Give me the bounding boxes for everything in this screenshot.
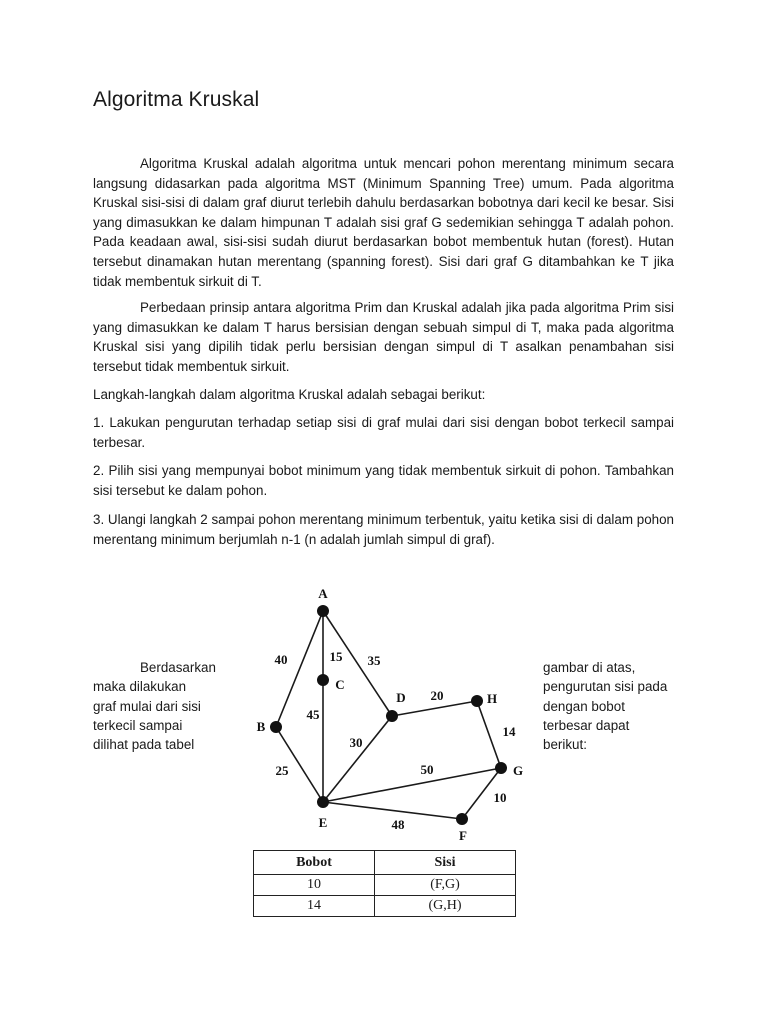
- edge-weight-label: 14: [502, 724, 516, 739]
- graph-node-c: [317, 674, 329, 686]
- edge-weight-label: 10: [493, 790, 507, 805]
- table-cell-bobot: 14: [254, 896, 375, 917]
- edge-weight-table: [253, 850, 516, 917]
- graph-node-a: [317, 605, 329, 617]
- edge-weight-label: 35: [367, 653, 381, 668]
- node-label: H: [486, 691, 498, 706]
- step-1: 1. Lakukan pengurutan terhadap setiap sisi di graf mulai dari sisi dengan bobot terkecil sampai terbesar.: [93, 415, 674, 450]
- side-text-line: terbesar dapat: [543, 717, 630, 733]
- side-text-line: gambar di atas,: [543, 660, 636, 675]
- node-label: G: [512, 763, 524, 778]
- paragraph-intro: Algoritma Kruskal adalah algoritma untuk mencari pohon merentang minimum secara langsung didasarkan pada algoritma MST (Minimum Spanning Tree) umum. Pada algoritma Kruskal sisi-sisi di dalam graf diurut terlebih dahulu berdasarkan bobotnya dari kecil ke besar. Sisi yang dimasukkan ke dalam himpunan T adalah sisi graf G sedemikian sehingga T adalah pohon. Pada keadaan awal, sisi-sisi sudah diurut berdasarkan bobot membentuk hutan (forest). Hutan tersebut dinamakan hutan merentang (spanning forest). Sisi dari graf G ditambahkan ke T jika tidak membentuk sirkuit di T.: [93, 156, 674, 289]
- table-row: [254, 875, 516, 896]
- edge-weight-label: 45: [306, 707, 320, 722]
- edge-weight-label: 20: [430, 688, 444, 703]
- table-cell-sisi: (G,H): [375, 896, 516, 917]
- edge-weight-label: 50: [420, 762, 434, 777]
- table-cell-bobot: 10: [254, 875, 375, 896]
- edge-weight-label: 15: [329, 649, 343, 664]
- edge-weight-label: 25: [275, 763, 289, 778]
- node-label: D: [396, 690, 406, 705]
- step-3: 3. Ulangi langkah 2 sampai pohon merentang minimum terbentuk, yaitu ketika sisi di dalam pohon merentang minimum berjumlah n-1 (n adalah jumlah simpul di graf).: [93, 512, 674, 547]
- graph-node-e: [317, 796, 329, 808]
- table-cell-sisi: (F,G): [375, 875, 516, 896]
- node-label: F: [459, 828, 467, 843]
- paragraph-difference: Perbedaan prinsip antara algoritma Prim dan Kruskal adalah jika pada algoritma Prim sisi yang dimasukkan ke dalam T harus bersisian dengan sebuah simpul di T, maka pada algoritma Kruskal sisi yang dipilih tidak perlu bersisian dengan simpul di T asalkan penambahan sisi tersebut tidak membentuk sirkuit.: [93, 300, 674, 374]
- edge-weight-label: 40: [274, 652, 288, 667]
- graph-edge-eg: [323, 768, 501, 802]
- column-header-sisi: Sisi: [375, 851, 516, 875]
- column-header-bobot: Bobot: [254, 851, 375, 875]
- side-text-line: dengan bobot: [543, 698, 625, 714]
- node-label: C: [335, 677, 345, 692]
- node-label: E: [318, 815, 328, 830]
- table-header-row: [254, 851, 516, 875]
- side-text-line: pengurutan sisi pada: [543, 679, 668, 695]
- graph-node-g: [495, 762, 507, 774]
- side-text-line: terkecil sampai: [93, 717, 183, 733]
- node-label: B: [256, 719, 266, 734]
- edge-weight-label: 30: [349, 735, 363, 750]
- side-text-line: maka dilakukan: [93, 679, 187, 695]
- graph-node-f: [456, 813, 468, 825]
- edge-weight-label: 48: [391, 817, 405, 832]
- step-2: 2. Pilih sisi yang mempunyai bobot minimum yang tidak membentuk sirkuit di pohon. Tambahkan sisi tersebut ke dalam pohon.: [93, 463, 674, 498]
- graph-node-d: [386, 710, 398, 722]
- side-text-line: graf mulai dari sisi: [93, 698, 201, 714]
- graph-node-h: [471, 695, 483, 707]
- paragraph-steps-intro: Langkah-langkah dalam algoritma Kruskal adalah sebagai berikut:: [93, 387, 486, 402]
- page-title: Algoritma Kruskal: [93, 88, 260, 111]
- graph-edge-hg: [477, 701, 501, 768]
- table-row: [254, 896, 516, 917]
- graph-edge-de: [323, 716, 392, 802]
- side-text-line: dilihat pada tabel: [93, 737, 195, 753]
- graph-node-b: [270, 721, 282, 733]
- side-text-line: Berdasarkan: [140, 660, 216, 675]
- side-text-line: berikut:: [543, 737, 587, 753]
- node-label: A: [318, 586, 328, 601]
